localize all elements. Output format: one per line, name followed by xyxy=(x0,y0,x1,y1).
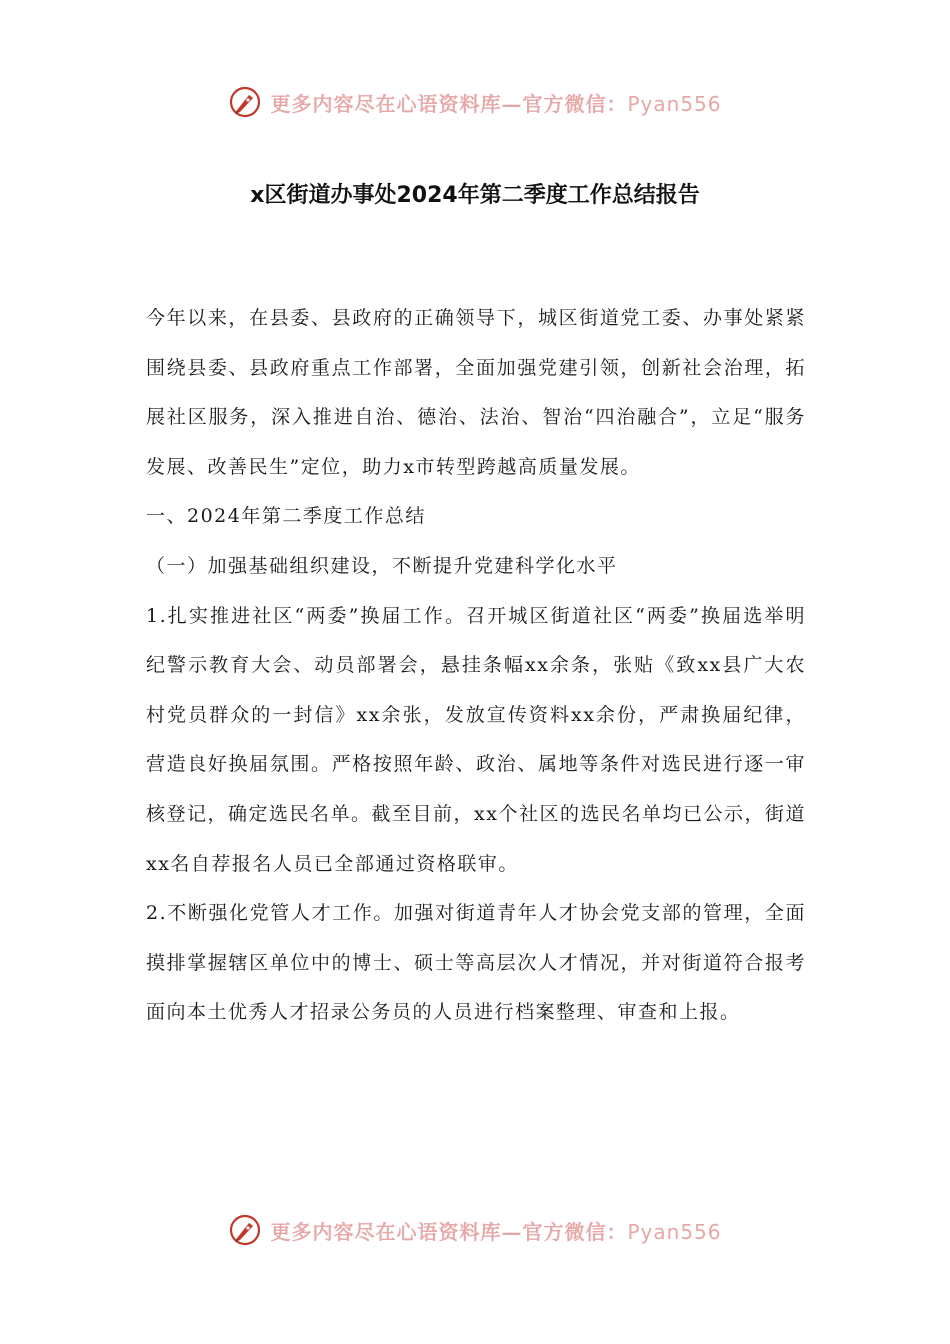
watermark-text xyxy=(270,88,721,117)
pen-nib-logo-icon xyxy=(228,1213,262,1247)
watermark-separator: — xyxy=(501,91,523,116)
pen-nib-logo-icon xyxy=(228,85,262,119)
watermark-brand: 更多内容尽在心语资料库 xyxy=(270,91,502,116)
watermark-separator: — xyxy=(501,1219,523,1244)
header-watermark xyxy=(0,80,950,124)
watermark-account: Pyan556 xyxy=(627,1219,722,1244)
section-heading: 一、2024年第二季度工作总结 xyxy=(146,505,426,528)
footer-watermark xyxy=(0,1208,950,1252)
watermark-brand: 更多内容尽在心语资料库 xyxy=(270,1219,502,1244)
watermark-text xyxy=(270,1216,721,1245)
document-body xyxy=(146,294,806,1038)
intro-paragraph: 今年以来，在县委、县政府的正确领导下，城区街道党工委、办事处紧紧围绕县委、县政府重点工作部署，全面加强党建引领，创新社会治理，拓展社区服务，深入推进自治、德治、法治、智治“四治融合”，立足“服务发展、改善民生”定位，助力x市转型跨越高质量发展。 xyxy=(146,307,806,478)
item-paragraph-1: 1.扎实推进社区“两委”换届工作。召开城区街道社区“两委”换届选举明纪警示教育大会、动员部署会，悬挂条幅xx余条，张贴《致xx县广大农村党员群众的一封信》xx余张，发放宣传资料xx余份，严肃换届纪律，营造良好换届氛围。严格按照年龄、政治、属地等条件对选民进行逐一审核登记，确定选民名单。截至目前，xx个社区的选民名单均已公示，街道xx名自荐报名人员已全部通过资格联审。 xyxy=(146,604,806,875)
watermark-label: 官方微信： xyxy=(522,1219,628,1244)
item-paragraph-2: 2.不断强化党管人才工作。加强对街道青年人才协会党支部的管理，全面摸排掌握辖区单位中的博士、硕士等高层次人才情况，并对街道符合报考面向本土优秀人才招录公务员的人员进行档案整理、审查和上报。 xyxy=(146,902,806,1024)
watermark-label: 官方微信： xyxy=(522,91,628,116)
subsection-heading: （一）加强基础组织建设，不断提升党建科学化水平 xyxy=(146,554,618,577)
watermark-account: Pyan556 xyxy=(627,91,722,116)
document-title: x区街道办事处2024年第二季度工作总结报告 xyxy=(250,183,700,208)
